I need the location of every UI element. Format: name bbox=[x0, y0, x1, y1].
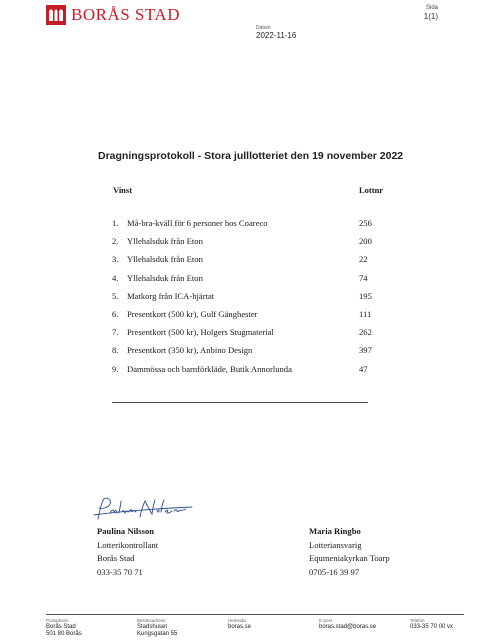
prize-description: Dammössa och barnförkläde, Butik Annorlunda bbox=[127, 363, 292, 374]
footer-label: Besöksadress bbox=[137, 618, 166, 623]
handwritten-signature bbox=[92, 495, 202, 525]
prize-row bbox=[112, 309, 382, 327]
footer-value: boras.stad@boras.se bbox=[319, 624, 377, 630]
footer-label: Postadress bbox=[46, 618, 69, 623]
row-number: 9. bbox=[112, 363, 119, 374]
footer-value: Stadshuset bbox=[137, 624, 168, 630]
footer-visit-address bbox=[137, 618, 177, 638]
footer-website bbox=[228, 618, 251, 631]
lot-number: 262 bbox=[359, 327, 372, 338]
row-number: 6. bbox=[112, 308, 119, 319]
footer-value: boras.se bbox=[228, 624, 252, 630]
document-date: 2022-11-16 bbox=[256, 31, 297, 40]
prize-row bbox=[112, 218, 382, 236]
boras-stad-logo bbox=[46, 5, 180, 25]
prize-description: Presentkort (500 kr), Holgers Stugmaterial bbox=[127, 327, 274, 338]
footer-label: Telefon bbox=[410, 618, 425, 623]
row-number: 3. bbox=[112, 254, 119, 265]
page-number: 1(1) bbox=[423, 12, 438, 21]
prize-row bbox=[112, 254, 382, 272]
signer-organization: Borås Stad bbox=[97, 553, 135, 564]
prize-row bbox=[112, 364, 382, 382]
prize-row bbox=[112, 345, 382, 363]
signer-organization: Equmeniakyrkan Toarp bbox=[309, 553, 390, 564]
row-number: 1. bbox=[112, 218, 119, 228]
city-crest-icon bbox=[46, 5, 66, 25]
footer-divider bbox=[46, 614, 464, 615]
prize-description: Må-bra-kväll för 6 personer hos Coareco bbox=[127, 218, 268, 228]
signer-phone: 0705-16 39 97 bbox=[309, 566, 360, 577]
signer-name: Paulina Nilsson bbox=[97, 526, 155, 536]
footer-label: Hemsida bbox=[228, 618, 246, 623]
signature-block-right bbox=[309, 525, 390, 579]
footer-value: 501 80 Borås bbox=[46, 631, 82, 637]
row-number: 2. bbox=[112, 236, 119, 247]
prize-description: Matkorg från ICA-hjärtat bbox=[127, 290, 215, 301]
prize-row bbox=[112, 273, 382, 291]
page-label: Sida bbox=[425, 5, 438, 11]
signature-block-left bbox=[97, 525, 158, 579]
lot-number: 200 bbox=[359, 236, 372, 247]
prize-description: Presentkort (350 kr), Anbino Design bbox=[127, 345, 253, 356]
column-header-lot: Lottnr bbox=[359, 185, 384, 195]
lot-number: 47 bbox=[359, 363, 368, 374]
row-number: 8. bbox=[112, 345, 119, 356]
footer-email bbox=[319, 618, 376, 631]
lot-number: 195 bbox=[359, 290, 372, 301]
signer-phone: 033-35 70 71 bbox=[97, 566, 143, 577]
prize-description: Yllehalsduk från Eton bbox=[127, 254, 203, 265]
lot-number: 397 bbox=[359, 345, 372, 356]
divider-line bbox=[112, 402, 368, 403]
row-number: 4. bbox=[112, 272, 119, 283]
prize-list bbox=[112, 218, 382, 382]
lot-number: 22 bbox=[359, 254, 368, 265]
brand-name: BORÅS STAD bbox=[71, 5, 180, 24]
signer-role: Lotterikontrollant bbox=[97, 539, 159, 550]
prize-row bbox=[112, 291, 382, 309]
prize-description: Yllehalsduk från Eton bbox=[127, 236, 203, 247]
footer-value: Borås Stad bbox=[46, 624, 76, 630]
footer-postal-address bbox=[46, 618, 82, 638]
footer-label: E-post bbox=[319, 618, 333, 623]
signer-role: Lotteriansvarig bbox=[309, 539, 362, 550]
signer-name: Maria Ringbo bbox=[309, 526, 361, 536]
prize-row bbox=[112, 327, 382, 345]
lot-number: 256 bbox=[359, 218, 372, 228]
date-label: Datum bbox=[256, 25, 271, 31]
column-header-prize: Vinst bbox=[113, 185, 133, 195]
row-number: 7. bbox=[112, 327, 119, 338]
footer-value: Kungsgatan 55 bbox=[137, 631, 178, 637]
prize-description: Presentkort (500 kr), Gulf Gänghester bbox=[127, 308, 258, 319]
prize-description: Yllehalsduk från Eton bbox=[127, 272, 203, 283]
document-title: Dragningsprotokoll - Stora julllotteriet den 19 november 2022 bbox=[98, 150, 404, 162]
footer-phone bbox=[410, 618, 453, 631]
prize-row bbox=[112, 236, 382, 254]
lot-number: 111 bbox=[359, 308, 372, 319]
footer-value: 033-35 70 00 vx bbox=[410, 624, 454, 630]
row-number: 5. bbox=[112, 290, 119, 301]
lot-number: 74 bbox=[359, 272, 368, 283]
